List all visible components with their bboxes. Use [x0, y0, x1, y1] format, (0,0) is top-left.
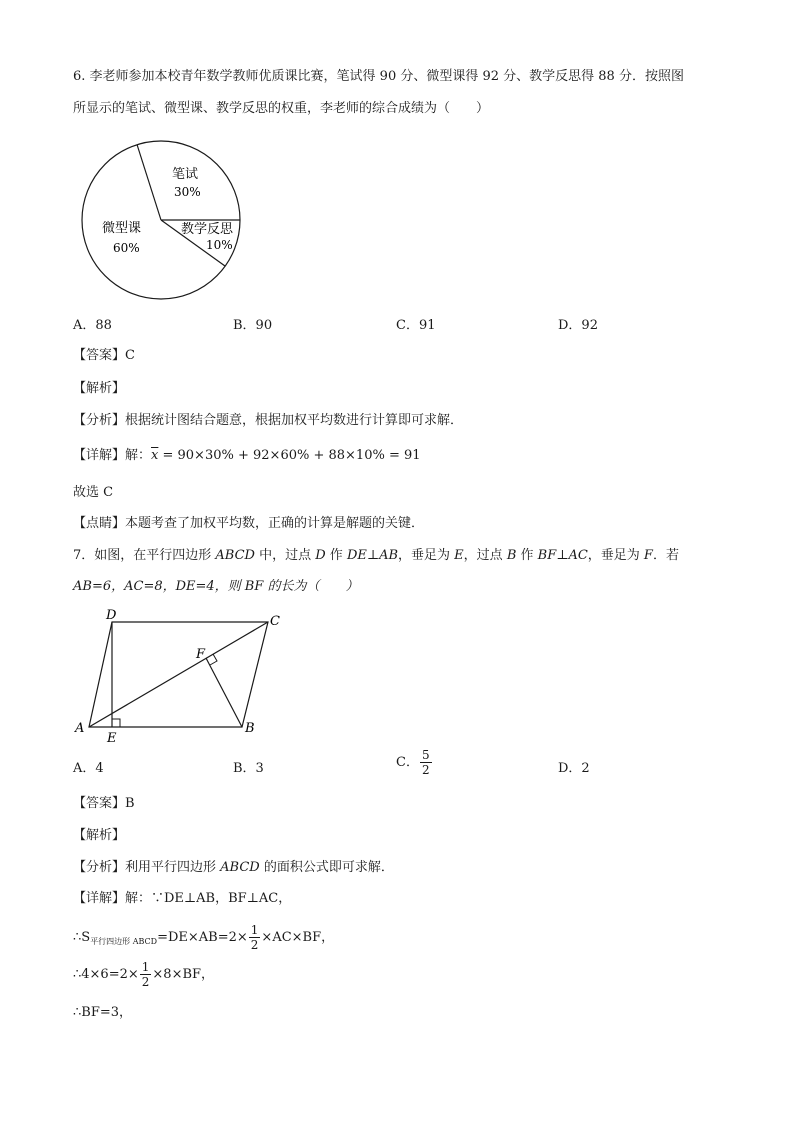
q7-step1 — [73, 921, 334, 959]
q7-fenxi — [73, 858, 394, 878]
pie-label-weixingke: 微型课 — [102, 221, 142, 236]
q7-text: 中，过点 — [254, 548, 316, 563]
fraction-denominator: 2 — [141, 975, 150, 989]
q7-step2 — [73, 958, 214, 992]
q7-var-e: E — [454, 548, 464, 563]
q7-text: ，垂足为 — [398, 548, 455, 563]
q7-text: ，过点 — [463, 548, 507, 563]
pie-label-bishi: 笔试 — [172, 167, 199, 182]
half-fraction — [249, 923, 261, 952]
q7-text: 作 — [516, 548, 538, 563]
fraction-numerator: 1 — [141, 960, 150, 974]
q6-option-a: A．88 — [73, 318, 112, 333]
q7-var-b: B — [506, 548, 517, 563]
q7-step2-b: ×8×BF， — [152, 967, 215, 982]
q7-option-a: A．4 — [73, 761, 104, 776]
q7-text: ，垂足为 — [587, 548, 644, 563]
q6-xiangjie-prefix: 【详解】解： — [73, 448, 152, 463]
label-c: C — [270, 614, 280, 629]
q7-text: 7．如图，在平行四边形 — [73, 548, 216, 563]
q7-parallelogram-figure — [72, 607, 292, 747]
q7-step1-c: ×AC×BF， — [261, 930, 335, 945]
q7-xiangjie: 【详解】解：∵DE⊥AB，BF⊥AC， — [73, 891, 292, 906]
label-d: D — [106, 608, 117, 623]
q7-option-b: B．3 — [233, 761, 264, 776]
q7-stem-line1 — [73, 546, 679, 566]
q7-option-d: D．2 — [558, 761, 590, 776]
q7-option-c-prefix: C． — [396, 755, 419, 770]
q6-guxuan: 故选 C — [73, 485, 114, 500]
right-angle-e — [112, 719, 120, 727]
q6-stem-line2: 所显示的笔试、微型课、教学反思的权重，李老师的综合成绩为（ ） — [73, 101, 490, 116]
q6-xiangjie — [73, 446, 421, 466]
label-a: A — [75, 721, 85, 736]
q6-answer: 【答案】C — [73, 348, 135, 363]
fraction-denominator: 2 — [421, 763, 430, 777]
q6-option-b: B．90 — [233, 318, 273, 333]
q7-step1-subscript: 平行四边形 ABCD — [90, 937, 158, 946]
q7-text: ．若 — [652, 548, 679, 563]
q7-option-c-fraction — [420, 748, 432, 777]
q7-step1-b: =DE×AB=2× — [157, 930, 248, 945]
label-f: F — [196, 647, 206, 662]
q7-fenxi-text: 的面积公式即可求解． — [259, 860, 394, 875]
pie-label-fansi: 教学反思 — [181, 222, 234, 237]
q6-analysis-head: 【解析】 — [73, 381, 126, 396]
fraction-numerator: 5 — [421, 748, 430, 762]
q6-dianjing: 【点睛】本题考查了加权平均数，正确的计算是解题的关键． — [73, 516, 425, 531]
q7-var-f: F — [643, 548, 653, 563]
q7-answer: 【答案】B — [73, 796, 135, 811]
fraction-denominator: 2 — [250, 938, 259, 952]
q7-stem-line2: AB=6，AC=8，DE=4，则 BF 的长为（ ） — [73, 579, 359, 594]
mean-symbol: $\overline{x}$ — [151, 448, 159, 463]
q7-fenxi-text: 【分析】利用平行四边形 — [73, 860, 221, 875]
q7-step2-a: ∴4×6=2× — [73, 967, 139, 982]
fraction-numerator: 1 — [250, 923, 259, 937]
q6-stem-line1: 6. 李老师参加本校青年数学教师优质课比赛，笔试得 90 分、微型课得 92 分、教学反思得 88 分．按照图 — [73, 69, 684, 84]
q6-pie-chart — [75, 135, 255, 305]
q6-xiangjie-expr: = 90×30% + 92×60% + 88×10% = 91 — [158, 448, 421, 463]
q7-var-abcd: ABCD — [215, 548, 255, 563]
label-e: E — [107, 731, 117, 746]
pie-percent-bishi: 30% — [174, 185, 201, 199]
q7-var-de-ab: DE⊥AB — [346, 548, 399, 563]
q6-option-c: C．91 — [396, 318, 436, 333]
q7-var-d: D — [315, 548, 326, 563]
q7-var-abcd: ABCD — [220, 860, 260, 875]
q7-analysis-head: 【解析】 — [73, 828, 126, 843]
pie-percent-fansi: 10% — [206, 238, 233, 252]
segment-bf — [206, 658, 242, 727]
q7-var-bf-ac: BF⊥AC — [537, 548, 588, 563]
diagonal-ac — [89, 622, 268, 727]
q6-option-d: D．92 — [558, 318, 598, 333]
half-fraction — [140, 960, 152, 989]
q7-step3: ∴BF=3， — [73, 1005, 133, 1020]
label-b: B — [245, 721, 255, 736]
q7-text: 作 — [325, 548, 347, 563]
q6-fenxi: 【分析】根据统计图结合题意，根据加权平均数进行计算即可求解． — [73, 413, 464, 428]
q7-option-c — [396, 748, 433, 777]
q7-step1-a: ∴S — [73, 930, 91, 945]
pie-percent-weixingke: 60% — [113, 241, 140, 255]
